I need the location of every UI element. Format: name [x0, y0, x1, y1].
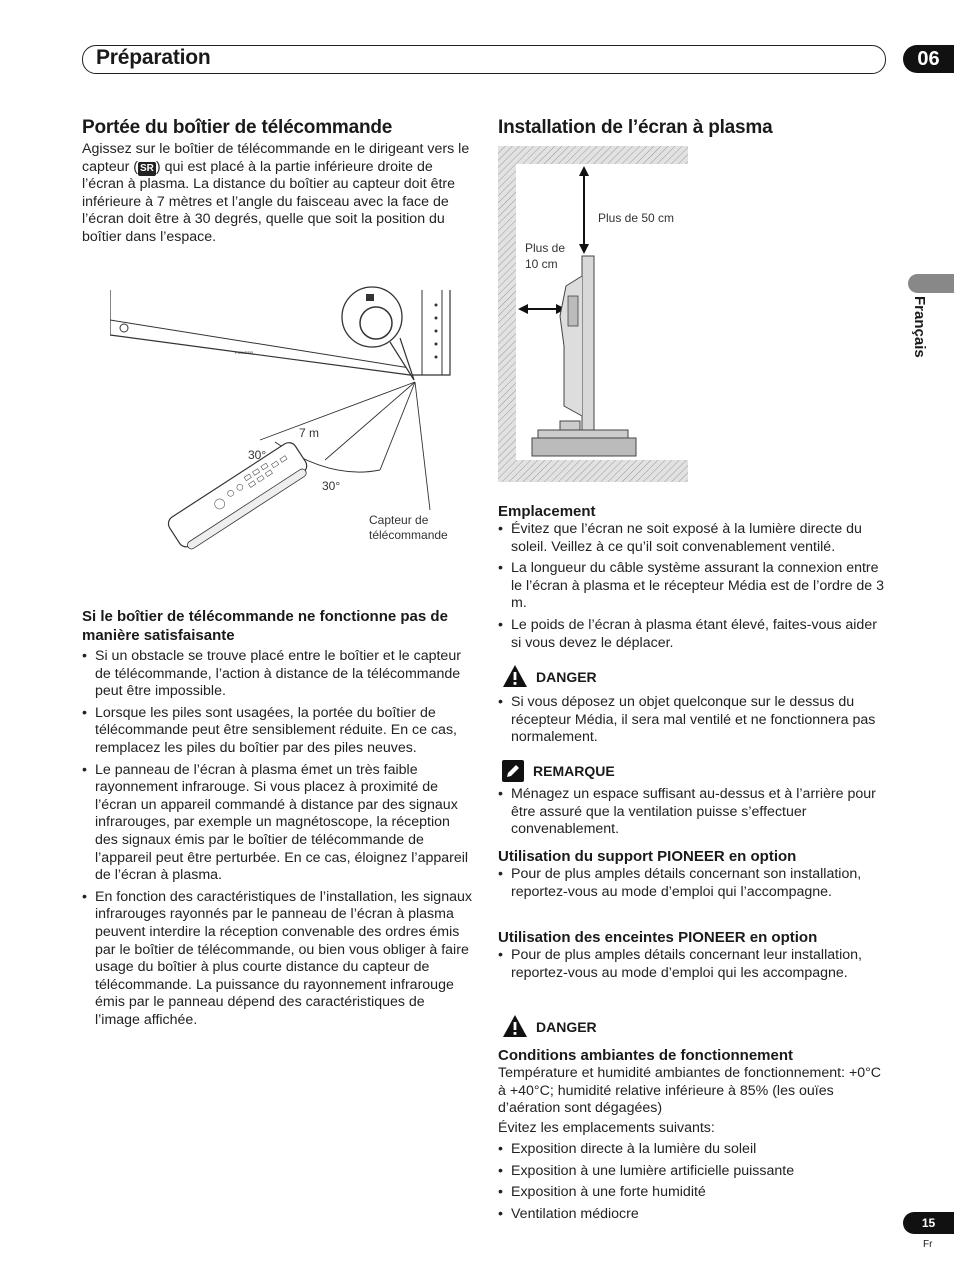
support-list — [498, 866, 888, 905]
list-item: • Exposition à une forte humidité — [498, 1184, 888, 1202]
list-item: • Exposition à une lumière artificielle puissante — [498, 1163, 888, 1181]
list-item: • Ventilation médiocre — [498, 1206, 888, 1224]
remote-control-icon — [165, 440, 311, 554]
beam-line-left — [325, 382, 415, 460]
sensor-icon-small — [366, 294, 374, 301]
intro-paragraph — [82, 141, 472, 247]
list-item: • Pour de plus amples détails concernant son installation, reportez-vous au mode d’emploi qui l’accompagne. — [498, 866, 888, 901]
warning-triangle-icon — [502, 1014, 528, 1038]
stand-foot — [532, 438, 636, 456]
side-tab — [908, 274, 954, 293]
avoid-list — [498, 1141, 888, 1223]
list-item: • Lorsque les piles sont usagées, la portée du boîtier de télécommande peut être sensiblement réduite. En ce cas, remplacez les piles du boîtier par des piles neuves. — [82, 705, 472, 758]
list-item: • Ménagez un espace suffisant au-dessus et à l’arrière pour être assuré que la ventilation puisse s’effectuer convenablement. — [498, 786, 888, 839]
plasma-panel-side — [582, 256, 594, 436]
list-item: • Si vous déposez un objet quelconque sur le dessus du récepteur Média, il sera mal ventilé et ne fonctionnera pas normalement. — [498, 694, 888, 747]
section-title-range: Portée du boîtier de télécommande — [82, 117, 393, 138]
list-item: • Exposition directe à la lumière du soleil — [498, 1141, 888, 1159]
beam-line-center — [380, 382, 415, 470]
list-item: • La longueur du câble système assurant la connexion entre le l’écran à plasma et le récepteur Média est de l’ordre de 3 m. — [498, 560, 888, 613]
enceintes-list — [498, 947, 888, 986]
sensor-icon: SR — [140, 162, 154, 174]
side-tab-label: Français — [911, 296, 928, 358]
power-indicator-icon — [120, 324, 128, 332]
stand-base — [538, 430, 628, 438]
note-pencil-icon — [502, 760, 524, 782]
danger-list-1 — [498, 694, 888, 751]
section-title-installation: Installation de l’écran à plasma — [498, 117, 773, 138]
intro-text-before: Agissez sur le boîtier de télécommande en le dirigeant vers le capteur ( — [82, 141, 470, 175]
conditions-text: Température et humidité ambiantes de fonctionnement: +0°C à +40°C; humidité relative inférieure à 85% (les ouïes d’aération sont dégagées) — [498, 1065, 882, 1117]
list-item: • Si un obstacle se trouve placé entre le boîtier et le capteur de télécommande, l’action à distance de la télécommande peut être impossible. — [82, 648, 472, 701]
list-item: • Le panneau de l’écran à plasma émet un très faible rayonnement infrarouge. Si vous placez à proximité de l’écran un appareil commandé à distance par des signaux infrarouges, par exemple un magnétoscope, la réception des signaux émis par le boîtier de télécommande de l’appareil peut être perturbée. En ce cas, éloignez l’appareil de l’écran à plasma. — [82, 762, 472, 885]
angle-label-left: 30° — [248, 448, 267, 462]
language-code: Fr — [923, 1239, 933, 1250]
danger-label-2: DANGER — [536, 1019, 597, 1035]
warning-triangle-icon — [502, 664, 528, 688]
subsection-title-troubleshoot: Si le boîtier de télécommande ne fonctionne pas de manière satisfaisante — [82, 608, 448, 644]
emplacement-list — [498, 521, 888, 656]
installation-diagram — [498, 146, 688, 482]
page-title: Préparation — [96, 46, 211, 69]
support-title: Utilisation du support PIONEER en option — [498, 848, 797, 865]
side-clearance-label-1: Plus de — [525, 241, 566, 255]
remarque-label: REMARQUE — [533, 763, 615, 779]
page-number: 15 — [903, 1212, 954, 1234]
remarque-list — [498, 786, 888, 843]
intro-text-after: ) qui est placé à la partie inférieure droite de l’écran à plasma. La distance du boîtier au capteur doit être inférieure à 7 mètres et l’angle du faisceau avec la face de l’écran doit être à 30 degrés, quelle que soit la position du boîtier dans l’espace. — [82, 158, 456, 245]
brand-logo: PIONEER — [235, 350, 254, 355]
list-item: • Le poids de l’écran à plasma étant élevé, faites-vous aider si vous devez le déplacer. — [498, 617, 888, 652]
distance-label: 7 m — [299, 426, 320, 440]
sensor-label: Capteur de télécommande — [369, 513, 448, 542]
room-space — [516, 164, 688, 460]
chapter-badge: 06 — [903, 45, 954, 73]
conditions-title: Conditions ambiantes de fonctionnement — [498, 1047, 794, 1064]
sensor-leader-line — [415, 382, 430, 510]
troubleshoot-list — [82, 648, 472, 1033]
avoid-list-wrapper — [498, 1141, 888, 1227]
list-item: • Pour de plus amples détails concernant leur installation, reportez-vous au mode d’emploi qui les accompagne. — [498, 947, 888, 982]
angle-label-right: 30° — [322, 479, 341, 493]
side-clearance-label-2: 10 cm — [525, 257, 558, 271]
list-item: • Évitez que l’écran ne soit exposé à la lumière directe du soleil. Veillez à ce qu’il soit convenablement ventilé. — [498, 521, 888, 556]
emplacement-title: Emplacement — [498, 503, 596, 520]
top-clearance-label: Plus de 50 cm — [598, 211, 675, 225]
enceintes-title: Utilisation des enceintes PIONEER en option — [498, 929, 818, 946]
avoid-intro: Évitez les emplacements suivants: — [498, 1120, 715, 1136]
list-item: • En fonction des caractéristiques de l’installation, les signaux infrarouges rayonnés par le panneau de l’écran à plasma peuvent interdire la réception convenable des ordres émis par le boîtier de télécommande, ou bien vous obliger à faire usage du boîtier à plus courte distance du capteur de télécommande. La puissance du rayonnement infrarouge émis par le panneau dépend des caractéristiques de l’image affichée. — [82, 889, 472, 1030]
beam-line-edge — [260, 382, 415, 440]
sensor-lens-icon — [360, 307, 392, 339]
side-buttons — [435, 304, 438, 359]
danger-label-1: DANGER — [536, 669, 597, 685]
